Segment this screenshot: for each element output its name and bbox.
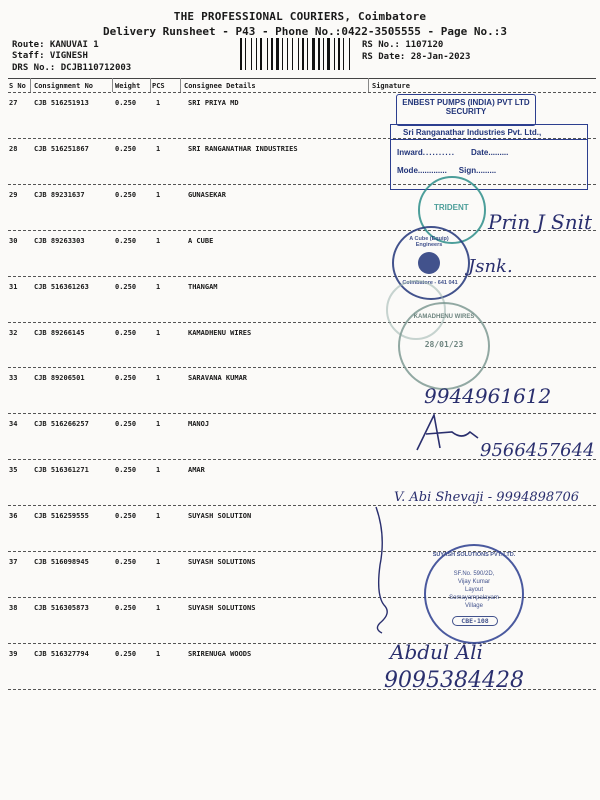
barcode-bar — [274, 38, 275, 70]
weight-cell: 0.250 — [115, 236, 137, 245]
sign-label: Sign — [458, 166, 477, 175]
weight-cell: 0.250 — [115, 328, 137, 337]
barcode-bar — [287, 38, 288, 70]
barcode-bar — [256, 38, 257, 70]
barcode-bar — [325, 38, 326, 70]
barcode-bar — [289, 38, 291, 70]
table-row — [0, 277, 600, 323]
consignment-cell: CJB 516098945 — [34, 558, 89, 566]
barcode-bar — [321, 38, 322, 70]
barcode-bar — [276, 38, 279, 70]
consignment-cell: CJB 516361271 — [34, 466, 89, 475]
consignment-cell: CJB 89263303 — [34, 236, 85, 245]
pcs-cell: 1 — [156, 144, 161, 153]
consignee-cell: SRIRENUGA WOODS — [188, 649, 252, 658]
barcode-bar — [243, 38, 244, 70]
barcode-bar — [260, 38, 262, 70]
sno-cell: 36 — [9, 512, 18, 521]
inward-label: Inward — [397, 148, 423, 157]
suyash-stamp-pin: CBE-108 — [452, 616, 498, 626]
ranganathar-inward-line: Inward.......... Date......... — [397, 148, 509, 157]
barcode-bar — [294, 38, 297, 70]
weight-cell: 0.250 — [115, 190, 137, 199]
sno-cell: 32 — [9, 328, 18, 337]
consignment-cell: CJB 89266145 — [34, 328, 85, 337]
col-divider — [150, 78, 151, 92]
consignee-cell: SUYASH SOLUTION — [188, 512, 252, 521]
sno-cell: 33 — [9, 374, 18, 383]
signature-row34: 9566457644 — [480, 440, 595, 461]
consignee-cell: SUYASH SOLUTIONS — [188, 603, 256, 612]
consignee-cell: GUNASEKAR — [188, 190, 226, 199]
col-divider — [180, 78, 181, 92]
col-consignee: Consignee Details — [184, 82, 256, 90]
col-divider — [30, 78, 31, 92]
barcode-bar — [336, 38, 337, 70]
barcode-bar — [312, 38, 315, 70]
consignment-cell: CJB 516361263 — [34, 282, 89, 291]
consignment-cell: CJB 516266257 — [34, 420, 89, 429]
barcode-bar — [251, 38, 252, 70]
barcode-bar — [302, 38, 304, 70]
pcs-cell: 1 — [156, 236, 161, 245]
acube-stamp-city: Coimbatore - 641 041 — [402, 280, 458, 286]
signature-brace-mark — [372, 505, 396, 635]
sno-cell: 34 — [9, 420, 18, 429]
rs-number: RS No.: 1107120 — [362, 40, 444, 50]
col-weight: Weight — [115, 82, 141, 90]
consignee-cell: A CUBE — [188, 236, 214, 245]
weight-cell: 0.250 — [115, 466, 137, 475]
barcode-bar — [341, 38, 342, 70]
weight-cell: 0.250 — [115, 374, 137, 383]
consignment-cell: CJB 89231637 — [34, 190, 85, 199]
consignee-cell: THANGAM — [188, 282, 218, 291]
enbest-stamp — [396, 94, 536, 126]
pcs-cell: 1 — [156, 603, 161, 612]
pcs-cell: 1 — [156, 420, 161, 429]
staff-label: Staff: VIGNESH — [12, 51, 88, 61]
barcode-bar — [343, 38, 344, 70]
sno-cell: 31 — [9, 282, 18, 291]
consignee-cell: KAMADHENU WIRES — [188, 328, 252, 337]
suyash-addr-line: Layout — [464, 587, 483, 593]
sno-cell: 28 — [9, 144, 18, 153]
sno-cell: 37 — [9, 558, 18, 566]
weight-cell: 0.250 — [115, 603, 137, 612]
suyash-stamp-address — [442, 570, 506, 610]
weight-cell: 0.250 — [115, 649, 137, 658]
weight-cell: 0.250 — [115, 282, 137, 291]
barcode-bar — [309, 38, 311, 70]
enbest-stamp-name: ENBEST PUMPS (INDIA) PVT LTD — [402, 98, 530, 107]
suyash-addr-line: SF.No. 590/2D, — [453, 571, 495, 577]
signature-row30: Jsnk. — [468, 256, 513, 277]
sno-cell: 29 — [9, 190, 18, 199]
ranganathar-stamp-title: Sri Ranganathar Industries Pvt. Ltd., — [391, 125, 587, 140]
sno-cell: 27 — [9, 99, 18, 107]
barcode-bar — [245, 38, 246, 70]
sno-cell: 39 — [9, 649, 18, 658]
barcode-bar — [334, 38, 335, 70]
weight-cell: 0.250 — [115, 99, 137, 107]
pcs-cell: 1 — [156, 558, 161, 566]
barcode — [240, 38, 354, 70]
consignee-cell: AMAR — [188, 466, 205, 475]
barcode-bar — [316, 38, 317, 70]
table-top-rule — [8, 78, 596, 79]
suyash-stamp-ring: SUYASH SOLUTIONS PVT. LTD. — [432, 552, 516, 558]
weight-cell: 0.250 — [115, 420, 137, 429]
company-title: THE PROFESSIONAL COURIERS, Coimbatore — [173, 10, 427, 23]
route-label: Route: KANUVAI 1 — [12, 40, 99, 50]
barcode-bar — [305, 38, 306, 70]
suyash-stamp — [424, 544, 524, 644]
kamadhenu-stamp — [398, 302, 490, 390]
consignee-cell: SARAVANA KUMAR — [188, 374, 248, 383]
barcode-bar — [331, 38, 333, 70]
suyash-addr-line: Village — [465, 603, 483, 609]
consignee-cell: SRI RANGANATHAR INDUSTRIES — [188, 144, 298, 153]
pcs-cell: 1 — [156, 190, 161, 199]
barcode-bar — [318, 38, 320, 70]
barcode-bar — [247, 38, 250, 70]
consignment-cell: CJB 89206501 — [34, 374, 85, 383]
acube-logo-icon — [418, 252, 440, 274]
runsheet-subtitle: Delivery Runsheet - P43 - Phone No.:0422-3505555 - Page No.:3 — [103, 25, 507, 38]
signature-scribble-row34 — [412, 410, 482, 460]
consignee-cell: SUYASH SOLUTIONS — [188, 558, 256, 566]
drs-number: DRS No.: DCJB110712003 — [12, 63, 132, 73]
col-signature: Signature — [372, 82, 410, 90]
barcode-bar — [349, 38, 350, 70]
pcs-cell: 1 — [156, 649, 161, 658]
col-divider — [112, 78, 113, 92]
pcs-cell: 1 — [156, 512, 161, 521]
weight-cell: 0.250 — [115, 512, 137, 521]
pcs-cell: 1 — [156, 466, 161, 475]
barcode-bar — [253, 38, 255, 70]
ranganathar-mode-line: Mode............. Sign......... — [397, 166, 497, 175]
barcode-bar — [351, 38, 353, 70]
barcode-bar — [240, 38, 242, 70]
col-consignment: Consignment No — [34, 82, 94, 90]
mode-label: Mode — [397, 166, 418, 175]
col-divider — [368, 78, 369, 92]
barcode-bar — [280, 38, 281, 70]
barcode-bar — [345, 38, 348, 70]
table-row — [0, 323, 600, 369]
suyash-addr-line: Somayampalayam — [449, 595, 499, 601]
consignment-cell: CJB 516259555 — [34, 512, 89, 521]
weight-cell: 0.250 — [115, 144, 137, 153]
barcode-bar — [258, 38, 259, 70]
barcode-bar — [298, 38, 299, 70]
pcs-cell: 1 — [156, 282, 161, 291]
acube-stamp-ring: A Cube (Equip) Engineers — [409, 236, 449, 248]
sno-cell: 38 — [9, 603, 18, 612]
pcs-cell: 1 — [156, 374, 161, 383]
signature-row39-phone: 9095384428 — [384, 668, 524, 693]
kamadhenu-stamp-name: KAMADHENU WIRES — [413, 314, 475, 320]
sno-cell: 35 — [9, 466, 18, 475]
signature-row33: 9944961612 — [424, 384, 552, 408]
kamadhenu-stamp-date: 28/01/23 — [424, 340, 464, 349]
consignment-cell: CJB 516251913 — [34, 99, 89, 107]
suyash-addr-line: Vijay Kumar — [457, 579, 491, 585]
table-row — [0, 506, 600, 552]
ranganathar-stamp — [390, 124, 588, 190]
pcs-cell: 1 — [156, 328, 161, 337]
enbest-stamp-dept: SECURITY — [445, 107, 487, 116]
signature-row39-name: Abdul Ali — [390, 640, 483, 664]
trident-stamp-text: TRIDENT — [434, 203, 469, 212]
barcode-bar — [269, 38, 270, 70]
barcode-bar — [323, 38, 324, 70]
consignment-cell: CJB 516327794 — [34, 649, 89, 658]
barcode-bar — [271, 38, 273, 70]
consignment-cell: CJB 516305873 — [34, 603, 89, 612]
barcode-bar — [292, 38, 293, 70]
barcode-bar — [300, 38, 301, 70]
signature-row35: V. Abi Shevaji - 9994898706 — [394, 490, 580, 505]
barcode-bar — [284, 38, 286, 70]
date-label: Date — [471, 148, 489, 157]
barcode-bar — [267, 38, 268, 70]
consignee-cell: MANOJ — [188, 420, 210, 429]
barcode-bar — [307, 38, 308, 70]
barcode-bar — [338, 38, 340, 70]
weight-cell: 0.250 — [115, 558, 137, 566]
signature-row29: Prin J Snit — [488, 210, 593, 234]
sno-cell: 30 — [9, 236, 18, 245]
barcode-bar — [282, 38, 283, 70]
consignment-cell: CJB 516251867 — [34, 144, 89, 153]
col-sno: S No — [9, 82, 26, 90]
col-pcs: PCS — [152, 82, 165, 90]
barcode-bar — [263, 38, 266, 70]
pcs-cell: 1 — [156, 99, 161, 107]
barcode-bar — [327, 38, 330, 70]
rs-date: RS Date: 28-Jan-2023 — [362, 52, 471, 62]
consignee-cell: SRI PRIYA MD — [188, 99, 239, 107]
